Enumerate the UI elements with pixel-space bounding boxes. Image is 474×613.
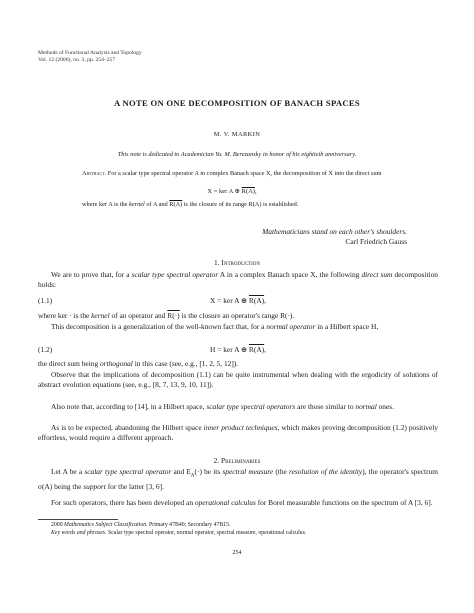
footnote-rule bbox=[38, 519, 118, 520]
s2p1k: for the latter [3, 6]. bbox=[105, 481, 164, 491]
eq1-closure: R(A) bbox=[248, 296, 265, 305]
paper-title: A NOTE ON ONE DECOMPOSITION OF BANACH SPACES bbox=[114, 98, 360, 108]
abstract-tail-closure: R(A) bbox=[169, 201, 183, 208]
eq2-left: H = ker A ⊕ bbox=[210, 345, 249, 354]
epigraph bbox=[262, 227, 407, 247]
equation-body bbox=[38, 345, 438, 354]
s2p1j: support bbox=[83, 481, 106, 491]
s1p2e: is the closure an operator's range R(·). bbox=[179, 311, 295, 320]
eq2-end: , bbox=[264, 345, 266, 354]
page-number: 254 bbox=[232, 550, 242, 556]
s1p3a: This decomposition is a generalization of the well-known fact that, for a bbox=[51, 322, 267, 331]
s1p6e: ones. bbox=[376, 402, 395, 411]
dedication: This note is dedicated to Academician Yu. M. Berezansky in honor of his eightieth anniversary. bbox=[117, 151, 357, 158]
abstract-eq-end: , bbox=[254, 188, 257, 195]
s1p2b: kernel bbox=[91, 311, 110, 320]
equation-body bbox=[38, 296, 438, 305]
eq1-end: , bbox=[264, 296, 266, 305]
footnote-msc bbox=[38, 522, 438, 529]
keywords-label: Key words and phrases. bbox=[51, 530, 107, 536]
intro-paragraph-7 bbox=[38, 423, 438, 444]
abstract bbox=[82, 170, 382, 178]
section-heading-preliminaries: 2. Preliminaries bbox=[213, 456, 261, 465]
s1p6b: scalar type spectral operators bbox=[206, 402, 296, 411]
intro-paragraph-2 bbox=[38, 311, 438, 321]
equation-number: (1.1) bbox=[38, 296, 53, 305]
section-heading-introduction: 1. Introduction bbox=[214, 258, 260, 267]
s1p1d: direct sum bbox=[361, 270, 393, 279]
intro-paragraph-3 bbox=[38, 322, 438, 332]
eq2-closure: R(A) bbox=[248, 345, 265, 354]
s2p1i: ), the operator's spectrum σ(A) being the bbox=[38, 467, 439, 491]
journal-header bbox=[38, 50, 142, 64]
s1p4b: orthogonal bbox=[99, 359, 133, 368]
prelim-paragraph-1 bbox=[38, 467, 438, 492]
journal-name: Methods of Functional Analysis and Topology bbox=[38, 50, 142, 56]
intro-paragraph-1 bbox=[38, 270, 438, 291]
intro-paragraph-6 bbox=[38, 402, 438, 412]
s2p1d: A bbox=[190, 473, 195, 479]
s2p1g: (the bbox=[273, 467, 290, 476]
intro-paragraph-5: Observe that the implications of decomposition (1.1) can be quite instrumental when dealing with the ergodicity of solutions of abstract evolution equations (see, e.g., [8, 7, 13, 9, 10, 11]). bbox=[38, 370, 438, 390]
s1p4c: in this case (see, e.g., [1, 2, 5, 12]). bbox=[132, 359, 239, 368]
s2p2a: For such operators, there has been developed an bbox=[51, 498, 195, 507]
s1p6c: are those similar to bbox=[295, 402, 356, 411]
s1p1e: decomposition holds: bbox=[38, 270, 438, 290]
intro-paragraph-4 bbox=[38, 359, 438, 369]
abstract-tail bbox=[82, 201, 402, 208]
equation-number: (1.2) bbox=[38, 345, 53, 354]
s2p1a: Let A be a bbox=[51, 467, 85, 476]
s1p1b: scalar type spectral operator bbox=[131, 270, 219, 279]
prelim-paragraph-2 bbox=[38, 498, 438, 508]
s1p3c: in a Hilbert space H, bbox=[315, 322, 379, 331]
s1p7a: As is to be expected, abandoning the Hilbert space bbox=[51, 423, 204, 432]
abstract-equation bbox=[82, 187, 382, 195]
s2p1f: spectral measure bbox=[222, 467, 274, 476]
abstract-label: Abstract. bbox=[82, 170, 107, 177]
s1p2d: R(·) bbox=[167, 311, 180, 320]
s1p6a: Also note that, according to [14], in a Hilbert space, bbox=[51, 402, 207, 411]
abstract-tail-pre: where ker A is the bbox=[82, 201, 130, 208]
s1p2a: where ker · is the bbox=[38, 311, 92, 320]
s1p7b: inner product techniques bbox=[203, 423, 278, 432]
msc-label: Mathematics Subject Classification. bbox=[64, 522, 148, 528]
s2p2b: operational calculus bbox=[194, 498, 256, 507]
eq1-left: X = ker A ⊕ bbox=[210, 296, 249, 305]
keywords-text: Scalar type spectral operator, normal operator, spectral measure, operational calculus. bbox=[106, 530, 307, 536]
journal-volume: Vol. 12 (2006), no. 3, pp. 254–257 bbox=[38, 57, 116, 63]
s1p1c: A in a complex Banach space X, the following bbox=[218, 270, 362, 279]
abstract-eq-left: X = ker A ⊕ bbox=[207, 188, 242, 195]
s1p2c: of an operator and bbox=[109, 311, 168, 320]
s1p7c: , which makes proving decomposition (1.2) positively effortless, would require a different approach. bbox=[38, 423, 439, 443]
footnote-keywords bbox=[38, 530, 438, 537]
s1p6d: normal bbox=[355, 402, 377, 411]
s1p1a: We are to prove that, for a bbox=[51, 270, 132, 279]
abstract-tail-mid: of A and bbox=[144, 201, 170, 208]
epigraph-quote: Mathematicians stand on each other's shoulders. bbox=[262, 227, 407, 236]
s2p2c: for Borel measurable functions on the spectrum of A [3, 6]. bbox=[255, 498, 433, 507]
s1p3b: normal operator bbox=[266, 322, 316, 331]
s2p1h: resolution of the identity bbox=[289, 467, 363, 476]
abstract-tail-post: is the closure of its range R(A) is established. bbox=[182, 201, 299, 208]
msc-codes: Primary 47B40; Secondary 47B15. bbox=[147, 522, 231, 528]
abstract-eq-closure: R(A) bbox=[241, 188, 255, 195]
s2p1c: and E bbox=[171, 467, 191, 476]
author-name: M. V. MARKIN bbox=[213, 131, 261, 138]
msc-year: 2000 bbox=[51, 522, 65, 528]
s2p1e: (·) be its bbox=[194, 467, 223, 476]
abstract-tail-kernel: kernel bbox=[129, 201, 145, 208]
s1p4a: the direct sum being bbox=[38, 359, 100, 368]
abstract-text: For a scalar type spectral operator A in complex Banach space X, the decomposition of X into the direct sum bbox=[107, 170, 382, 177]
s2p1b: scalar type spectral operator bbox=[84, 467, 172, 476]
epigraph-author: Carl Friedrich Gauss bbox=[345, 237, 407, 246]
